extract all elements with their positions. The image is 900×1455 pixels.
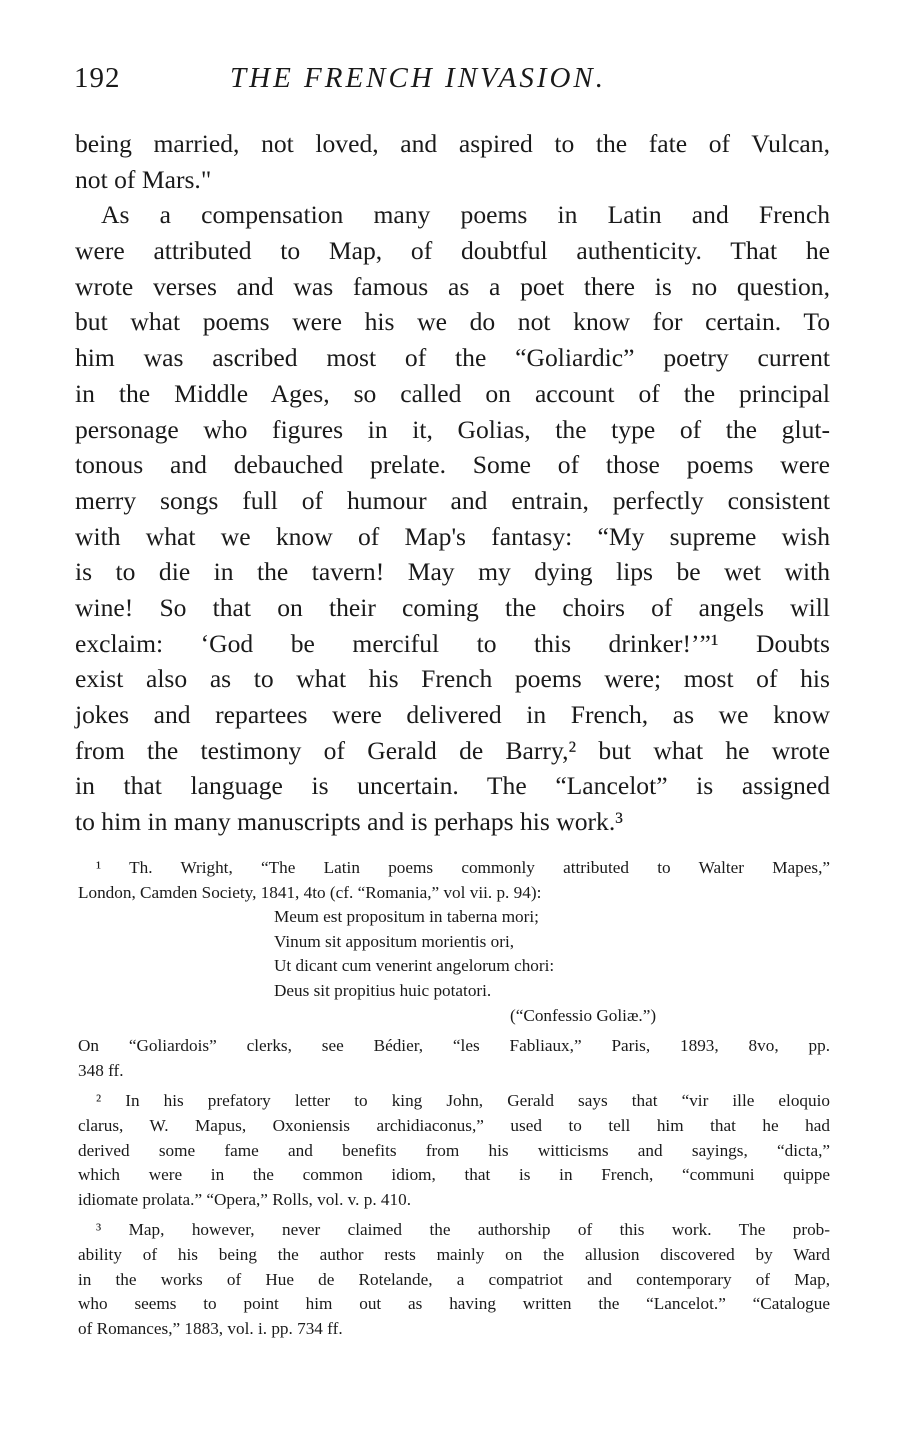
page-number: 192: [74, 62, 121, 94]
footnote-line: 348 ff.: [78, 1060, 124, 1080]
body-line: to him in many manuscripts and is perhaps his work.³: [75, 807, 623, 837]
body-line: in that language is uncertain. The “Lancelot” is assigned: [75, 771, 830, 801]
footnote-1: [78, 856, 830, 1083]
footnote-line: idiomate prolata.” “Opera,” Rolls, vol. v. p. 410.: [78, 1189, 411, 1209]
body-line: exist also as to what his French poems were; most of his: [75, 664, 830, 694]
verse-line: Ut dicant cum venerint angelorum chori:: [274, 956, 555, 976]
body-line: personage who figures in it, Golias, the type of the glut-: [75, 414, 830, 444]
body-line: not of Mars.": [75, 164, 212, 194]
footnotes: [78, 856, 830, 1341]
body-line: were attributed to Map, of doubtful authenticity. That he: [75, 236, 830, 266]
footnote-line: London, Camden Society, 1841, 4to (cf. “Romania,” vol vii. p. 94):: [78, 882, 542, 902]
footnote-line: ¹ Th. Wright, “The Latin poems commonly attributed to Walter Mapes,”: [96, 858, 830, 877]
footnote-line: clarus, W. Mapus, Oxoniensis archidiaconus,” used to tell him that he had: [78, 1115, 830, 1135]
body-line: exclaim: ‘God be merciful to this drinker!’”¹ Doubts: [75, 628, 830, 658]
body-line: with what we know of Map's fantasy: “My supreme wish: [75, 521, 830, 551]
footnote-line: derived some fame and benefits from his witticisms and sayings, “dicta,”: [78, 1140, 830, 1160]
body-line: him was ascribed most of the “Goliardic” poetry current: [75, 343, 830, 373]
footnote-3: [78, 1218, 830, 1341]
body-line: from the testimony of Gerald de Barry,² but what he wrote: [75, 735, 830, 765]
running-title: THE FRENCH INVASION.: [230, 62, 607, 94]
body-line: As a compensation many poems in Latin and French: [101, 200, 830, 230]
verse-line: Vinum sit appositum morientis ori,: [274, 931, 515, 951]
footnote-2: [78, 1089, 830, 1212]
footnote-line: ability of his being the author rests mainly on the allusion discovered by Ward: [78, 1244, 830, 1264]
body-text: [75, 126, 830, 840]
footnote-line: who seems to point him out as having written the “Lancelot.” “Catalogue: [78, 1294, 830, 1314]
body-line: but what poems were his we do not know for certain. To: [75, 307, 830, 337]
body-line: jokes and repartees were delivered in French, as we know: [75, 700, 830, 729]
body-line: merry songs full of humour and entrain, perfectly consistent: [75, 485, 830, 515]
body-line: is to die in the tavern! May my dying lips be wet with: [75, 557, 830, 587]
footnote-line: ² In his prefatory letter to king John, Gerald says that “vir ille eloquio: [96, 1091, 830, 1111]
verse-line: Meum est propositum in taberna mori;: [274, 907, 539, 927]
running-head: [74, 62, 834, 102]
footnote-line: On “Goliardois” clerks, see Bédier, “les Fabliaux,” Paris, 1893, 8vo, pp.: [78, 1036, 830, 1056]
verse-attribution: (“Confessio Goliæ.”): [510, 1005, 657, 1025]
footnote-line: which were in the common idiom, that is in French, “communi quippe: [78, 1165, 830, 1185]
footnote-line: ³ Map, however, never claimed the authorship of this work. The prob-: [96, 1220, 830, 1240]
verse-line: Deus sit propitius huic potatori.: [274, 980, 492, 1000]
footnote-line: of Romances,” 1883, vol. i. pp. 734 ff.: [78, 1318, 343, 1338]
body-line: in the Middle Ages, so called on account of the principal: [75, 378, 830, 408]
body-line: wine! So that on their coming the choirs of angels will: [75, 592, 830, 622]
body-line: being married, not loved, and aspired to the fate of Vulcan,: [75, 129, 830, 158]
body-line: tonous and debauched prelate. Some of those poems were: [75, 450, 830, 480]
body-line: wrote verses and was famous as a poet there is no question,: [75, 271, 830, 301]
latin-verse: [274, 905, 754, 1028]
footnote-line: in the works of Hue de Rotelande, a compatriot and contemporary of Map,: [78, 1269, 830, 1289]
